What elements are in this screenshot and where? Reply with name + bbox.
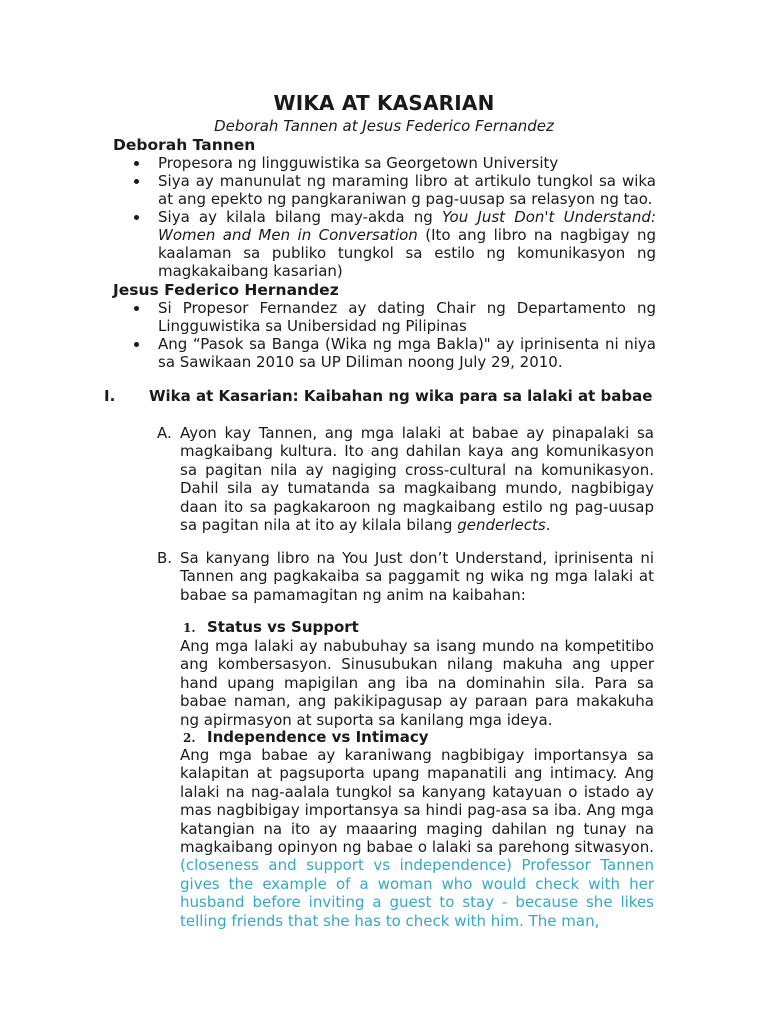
subitem-2-heading [183,728,429,746]
subitem-2-paragraph [180,746,654,930]
tannen-bullet-1 [134,154,656,172]
section-1-title: Wika at Kasarian: Kaibahan ng wika para sa lalaki at babae [149,387,653,405]
item-a-paragraph [180,424,654,534]
hernandez-bullet-2-text: Ang “Pasok sa Banga (Wika ng mga Bakla)" ay iprinisenta ni niya sa Sawikaan 2010 sa UP Diliman noong July 29, 2010. [158,335,656,371]
item-a-term: genderlects [457,516,546,535]
document-subtitle: Deborah Tannen at Jesus Federico Fernandez [214,117,554,135]
subitem-1-paragraph [180,637,654,729]
tannen-bullet-3-pre: Siya ay kilala bilang may-akda ng [158,208,443,226]
tannen-bullets [134,154,656,280]
tannen-book-title: You Just Don't Understand: Women and Men in Conversation [158,208,656,244]
subitem-1-text: Ang mga lalaki ay nabubuhay sa isang mundo na kompetitibo ang kombersasyon. Sinusubukan nilang makuha ang upper hand upang mapigilan ang iba na dominahin sila. Para sa babae naman, ang pakikipagusap ay paraan para makakuha ng apirmasyon at suporta sa kanilang mga ideya. [180,637,654,729]
subitem-2-title: Independence vs Intimacy [207,728,429,746]
item-b-label: B. [157,549,173,567]
subitem-2-number: 2. [183,731,196,745]
hernandez-bullet-2 [134,335,656,371]
subitem-2-quote: (closeness and support vs independence) Professor Tannen gives the example of a woman who would check with her husband before inviting a guest to stay - because she likes telling friends that she has to check with him. The man, [180,856,654,930]
subitem-1-heading [183,618,359,636]
document-title: WIKA AT KASARIAN [273,91,495,115]
tannen-bullet-1-text: Propesora ng lingguwistika sa Georgetown University [158,154,559,172]
item-b-text: Sa kanyang libro na You Just don’t Understand, iprinisenta ni Tannen ang pagkakaiba sa paggamit ng wika ng mga lalaki at babae sa pamamagitan ng anim na kaibahan: [180,549,654,604]
item-b-paragraph [180,549,654,604]
item-a-text: Ayon kay Tannen, ang mga lalaki at babae ay pinapalaki sa magkaibang kultura. Ito ang dahilan kaya ang komunikasyon sa pagitan nila ay nagiging cross-cultural na komunikasyon. Dahil sila ay tumatanda sa magkaibang mundo, nagbibigay daan ito sa pagkakaroon ng magkaibang estilo ng pag-uusap sa pagitan nila at ito ay kilala bilang [180,424,654,535]
item-a-end: . [545,516,551,535]
subitem-2-text: Ang mga babae ay karaniwang nagbibigay importansya sa kalapitan at pagsuporta upang mapanatili ang intimacy. Ang lalaki na nag-aalala tungkol sa kanyang katayuan o istado ay mas nagbibigay importansya sa hindi pag-asa sa iba. Ang mga katangian na ito ay maaaring maging dahilan ng tunay na magkaibang opinyon ng babae o lalaki sa parehong sitwasyon. [180,746,654,857]
subitem-1-number: 1. [183,621,196,635]
tannen-bullet-2-text: Siya ay manunulat ng maraming libro at artikulo tungkol sa wika at ang epekto ng pangkaraniwan g pag-uusap sa relasyon ng tao. [158,172,656,208]
hernandez-bullet-1 [134,299,656,335]
section-1-number: I. [104,387,116,405]
tannen-bullet-3-post: (Ito ang libro na nagbigay ng kaalaman sa publiko tungkol sa estilo ng komunikasyon ng magkakaibang kasarian) [158,226,656,280]
hernandez-bullets [134,299,656,371]
tannen-bullet-2 [134,172,656,208]
subitem-1-title: Status vs Support [207,618,359,636]
tannen-bullet-3 [134,208,656,280]
tannen-heading: Deborah Tannen [113,136,256,154]
item-a-label: A. [157,424,172,442]
hernandez-bullet-1-text: Si Propesor Fernandez ay dating Chair ng Departamento ng Lingguwistika sa Unibersidad ng Pilipinas [158,299,656,335]
hernandez-heading: Jesus Federico Hernandez [113,281,339,299]
